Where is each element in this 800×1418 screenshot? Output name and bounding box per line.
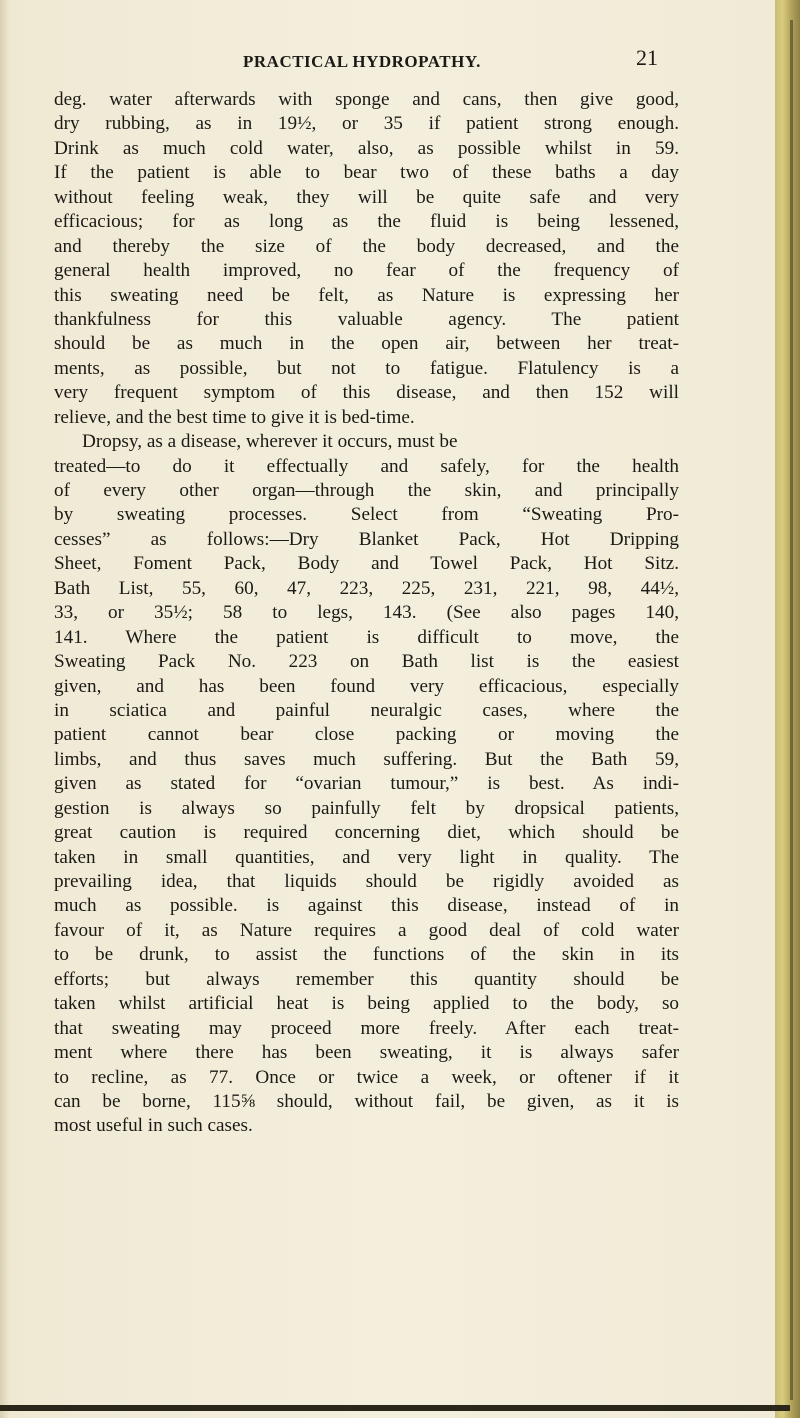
text-line: efforts; but always remember this quantity should be	[54, 968, 679, 990]
text-line: without feeling weak, they will be quite safe and very	[54, 186, 679, 208]
text-line: thankfulness for this valuable agency. The patient	[54, 308, 679, 330]
text-line: dry rubbing, as in 19½, or 35 if patient strong enough.	[54, 113, 679, 135]
text-line: should be as much in the open air, between her treat-	[54, 333, 679, 355]
text-line: this sweating need be felt, as Nature is expressing her	[54, 284, 679, 306]
text-line: by sweating processes. Select from “Sweating Pro-	[54, 504, 679, 526]
text-line: taken whilst artificial heat is being applied to the body, so	[54, 993, 679, 1015]
text-line: patient cannot bear close packing or moving the	[54, 724, 679, 746]
text-line: Dropsy, as a disease, wherever it occurs, must be	[82, 431, 458, 453]
text-line: taken in small quantities, and very light in quality. The	[54, 846, 679, 868]
bottom-rule	[0, 1405, 790, 1411]
text-line: Drink as much cold water, also, as possible whilst in 59.	[54, 137, 679, 159]
text-line: to recline, as 77. Once or twice a week, or oftener if it	[54, 1066, 679, 1088]
text-line: favour of it, as Nature requires a good deal of cold water	[54, 919, 679, 941]
text-line: great caution is required concerning diet, which should be	[54, 822, 679, 844]
body-text	[54, 88, 679, 1139]
text-line: Sheet, Foment Pack, Body and Towel Pack, Hot Sitz.	[54, 553, 679, 575]
page-left-edge	[0, 0, 10, 1418]
text-line: If the patient is able to bear two of these baths a day	[54, 162, 679, 184]
text-line: 141. Where the patient is difficult to move, the	[54, 626, 679, 648]
page-spine-edge	[775, 0, 800, 1418]
text-line: can be borne, 115⅝ should, without fail, be given, as it is	[54, 1090, 679, 1112]
text-line: most useful in such cases.	[54, 1115, 253, 1137]
text-line: gestion is always so painfully felt by dropsical patients,	[54, 797, 679, 819]
text-line: general health improved, no fear of the frequency of	[54, 260, 679, 282]
spine-shadow	[790, 20, 793, 1400]
page-number: 21	[636, 45, 658, 70]
text-line: prevailing idea, that liquids should be rigidly avoided as	[54, 871, 679, 892]
text-line: ments, as possible, but not to fatigue. Flatulency is a	[54, 357, 679, 379]
text-line: given as stated for “ovarian tumour,” is best. As indi-	[54, 773, 679, 795]
text-line: very frequent symptom of this disease, and then 152 will	[54, 382, 679, 404]
text-line: Bath List, 55, 60, 47, 223, 225, 231, 221, 98, 44½,	[54, 577, 679, 599]
text-line: relieve, and the best time to give it is bed-time.	[54, 406, 415, 428]
text-line: of every other organ—through the skin, and principally	[54, 480, 679, 501]
text-line: Sweating Pack No. 223 on Bath list is the easiest	[54, 651, 679, 673]
text-line: to be drunk, to assist the functions of the skin in its	[54, 944, 679, 966]
text-line: and thereby the size of the body decreased, and the	[54, 235, 679, 257]
text-line: much as possible. is against this disease, instead of in	[54, 895, 679, 917]
running-head: PRACTICAL HYDROPATHY.	[243, 52, 481, 71]
text-line: given, and has been found very efficacious, especially	[54, 675, 679, 697]
text-line: deg. water afterwards with sponge and cans, then give good,	[54, 89, 679, 110]
text-line: in sciatica and painful neuralgic cases, where the	[54, 699, 679, 721]
text-line: limbs, and thus saves much suffering. But the Bath 59,	[54, 748, 679, 770]
text-line: efficacious; for as long as the fluid is being lessened,	[54, 211, 679, 233]
text-line: that sweating may proceed more freely. After each treat-	[54, 1017, 679, 1039]
text-line: treated—to do it effectually and safely, for the health	[54, 455, 679, 477]
text-line: cesses” as follows:—Dry Blanket Pack, Hot Dripping	[54, 528, 679, 550]
text-line: ment where there has been sweating, it is always safer	[54, 1042, 679, 1064]
text-line: 33, or 35½; 58 to legs, 143. (See also pages 140,	[54, 602, 679, 624]
